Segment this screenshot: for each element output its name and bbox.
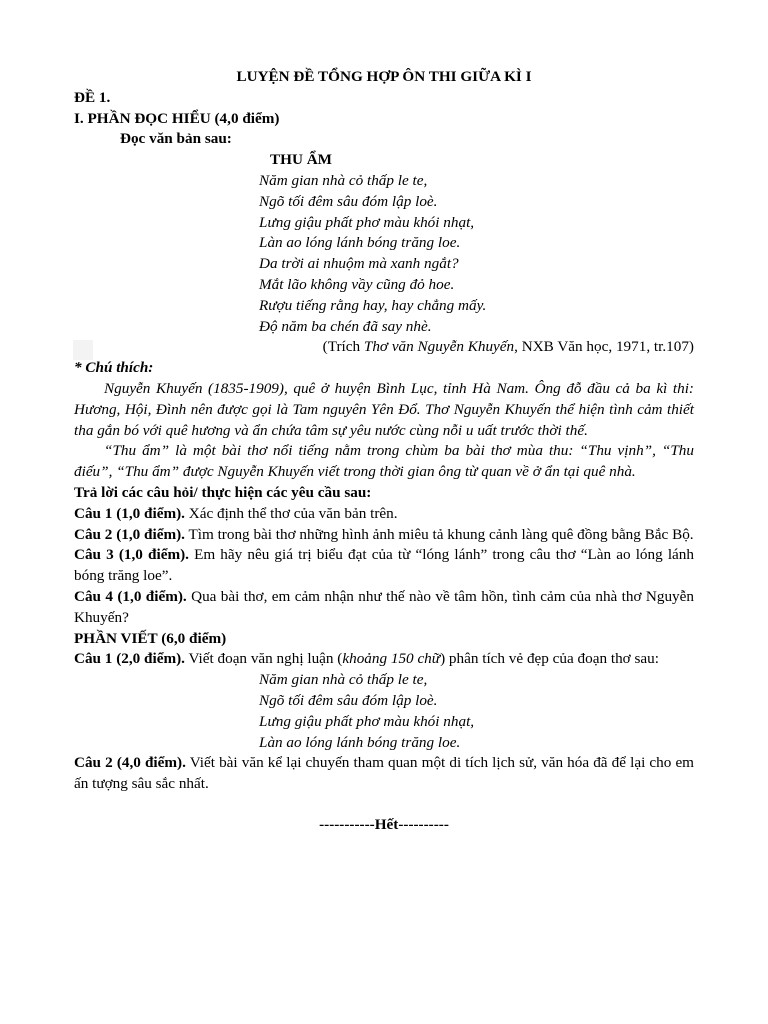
exam-number: ĐỀ 1.: [74, 88, 111, 106]
writing-question-1: [74, 649, 694, 670]
writing-question-1-label: Câu 1 (2,0 điểm).: [74, 650, 185, 668]
excerpt-line: Năm gian nhà cỏ thấp le te,: [259, 671, 428, 689]
question-1-text: Xác định thể thơ của văn bản trên.: [184, 504, 398, 522]
writing-question-1-text-b: ) phân tích vẻ đẹp của đoạn thơ sau:: [440, 650, 659, 668]
question-3-label: Câu 3 (1,0 điểm).: [74, 546, 189, 564]
writing-question-2-label: Câu 2 (4,0 điểm).: [74, 754, 186, 772]
question-2-label: Câu 2 (1,0 điểm).: [74, 525, 185, 543]
document-body: [74, 67, 694, 836]
poem-line: Năm gian nhà cỏ thấp le te,: [259, 171, 428, 189]
question-2: [74, 525, 694, 546]
writing-question-1-text-a: Viết đoạn văn nghị luận (: [184, 650, 343, 668]
poem: [74, 171, 694, 337]
poem-source: [74, 337, 694, 358]
source-prefix: (Trích: [322, 338, 364, 356]
question-3-text: Em hãy nêu giá trị biểu đạt của từ “lóng lánh” trong câu thơ “Làn ao lóng lánh bóng trăng loe”.: [74, 546, 694, 585]
poem-line: Độ năm ba chén đã say nhè.: [259, 317, 432, 335]
question-4: [74, 587, 694, 629]
question-3: [74, 545, 694, 587]
section-reading-heading: I. PHẦN ĐỌC HIỂU (4,0 điểm): [74, 109, 280, 127]
excerpt-line: Ngõ tối đêm sâu đóm lập loè.: [259, 691, 438, 709]
questions-heading: Trả lời các câu hỏi/ thực hiện các yêu cầu sau:: [74, 483, 372, 501]
note-heading: * Chú thích:: [74, 359, 154, 377]
question-4-label: Câu 4 (1,0 điểm).: [74, 587, 187, 605]
question-1: [74, 504, 694, 525]
doc-title: LUYỆN ĐỀ TỔNG HỢP ÔN THI GIỮA KÌ I: [236, 68, 532, 85]
section-writing-heading: PHẦN VIẾT (6,0 điểm): [74, 629, 227, 647]
excerpt-line: Lưng giậu phất phơ màu khói nhạt,: [259, 712, 475, 730]
poem-line: Làn ao lóng lánh bóng trăng loe.: [259, 234, 461, 252]
question-2-text: Tìm trong bài thơ những hình ảnh miêu tả khung cảnh làng quê đồng bằng Bắc Bộ.: [184, 525, 694, 543]
writing-question-2: [74, 753, 694, 795]
question-4-text: Qua bài thơ, em cảm nhận như thế nào về tâm hồn, tình cảm của nhà thơ Nguyễn Khuyến?: [74, 587, 694, 626]
poem-line: Ngõ tối đêm sâu đóm lập loè.: [259, 192, 438, 210]
source-title: Thơ văn Nguyễn Khuyến: [363, 338, 515, 356]
writing-question-2-text: Viết bài văn kể lại chuyến tham quan một di tích lịch sử, văn hóa đã để lại cho em ấn tượng sâu sắc nhất.: [74, 754, 694, 793]
poem-excerpt: [74, 670, 694, 753]
read-prompt: Đọc văn bản sau:: [120, 130, 232, 148]
source-suffix: , NXB Văn học, 1971, tr.107): [514, 338, 694, 356]
writing-question-1-word-count: khoảng 150 chữ: [342, 650, 441, 668]
excerpt-line: Làn ao lóng lánh bóng trăng loe.: [259, 733, 461, 751]
note-paragraph-poem: “Thu ẩm” là một bài thơ nổi tiếng nằm trong chùm ba bài thơ mùa thu: “Thu vịnh”, “Thu điếu”, “Thu ẩm” được Nguyễn Khuyến viết trong thời gian ông từ quan về ở ẩn tại quê nhà.: [74, 442, 694, 481]
poem-line: Da trời ai nhuộm mà xanh ngắt?: [259, 255, 459, 273]
note-paragraph-author: Nguyễn Khuyến (1835-1909), quê ở huyện Bình Lục, tỉnh Hà Nam. Ông đỗ đầu cả ba kì thi: Hương, Hội, Đình nên được gọi là Tam nguyên Yên Đổ. Thơ Nguyễn Khuyến thể hiện tình cảm thiết tha gắn bó với quê hương và ẩn chứa tâm sự yêu nước cùng nỗi u uất trước thời thế.: [74, 379, 694, 439]
poem-line: Lưng giậu phất phơ màu khói nhạt,: [259, 213, 475, 231]
end-marker: -----------Hết----------: [319, 815, 449, 833]
poem-line: Mắt lão không vầy cũng đỏ hoe.: [259, 275, 455, 293]
question-1-label: Câu 1 (1,0 điểm).: [74, 504, 185, 522]
poem-line: Rượu tiếng rằng hay, hay chẳng mấy.: [259, 296, 487, 314]
poem-title: THU ẨM: [270, 151, 333, 169]
